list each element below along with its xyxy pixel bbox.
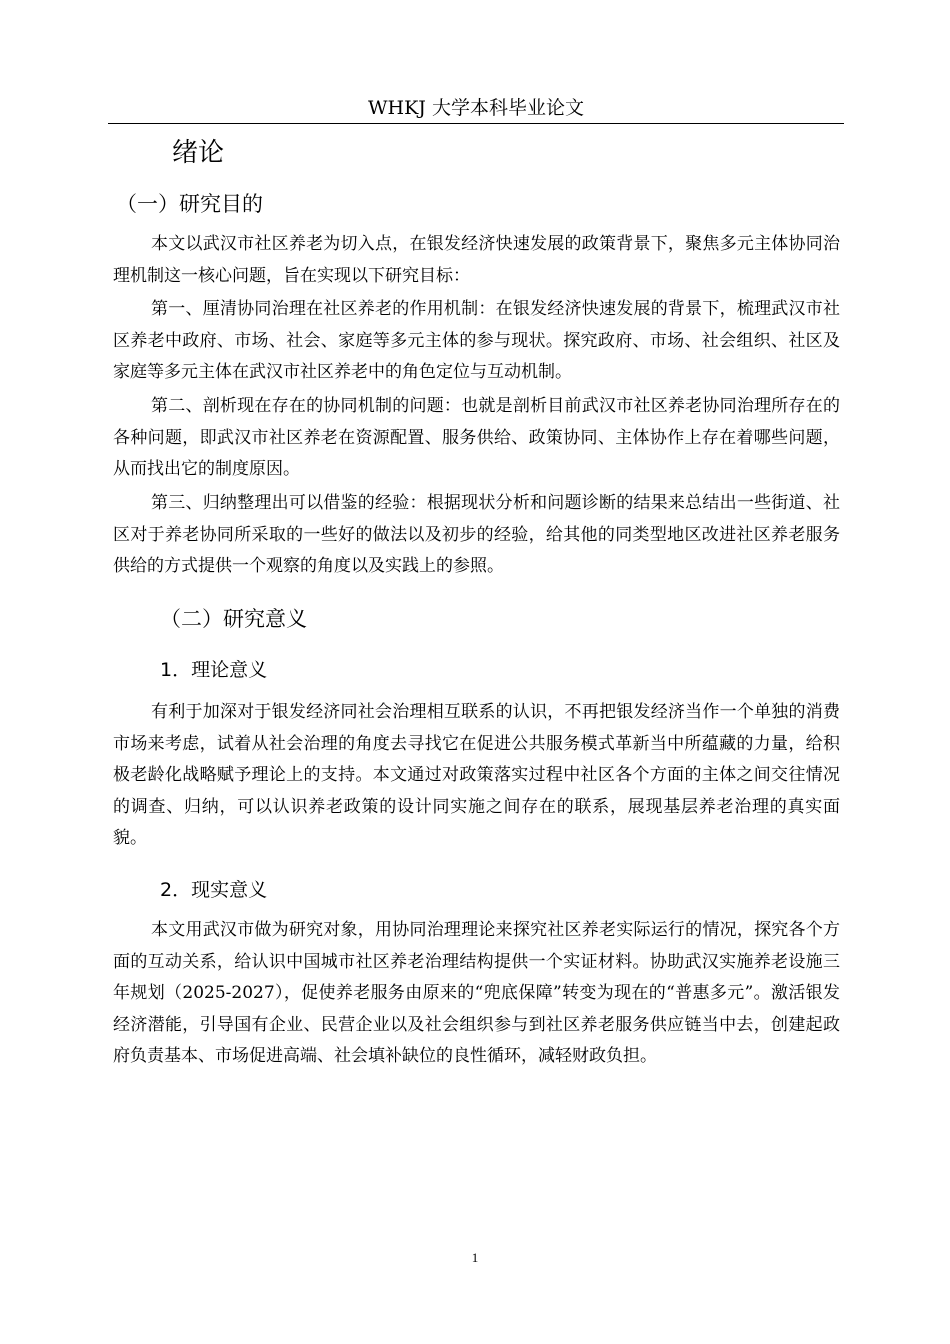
paragraph: 第三、归纳整理出可以借鉴的经验：根据现状分析和问题诊断的结果来总结出一些街道、社区对于养老协同所采取的一些好的做法以及初步的经验，给其他的同类型地区改进社区养老服务供给的方式提供一个观察的角度以及实践上的参照。 — [113, 493, 840, 576]
paragraph: 有利于加深对于银发经济同社会治理相互联系的认识，不再把银发经济当作一个单独的消费市场来考虑，试着从社会治理的角度去寻找它在促进公共服务模式革新当中所蕴藏的力量，给积极老龄化战略赋予理论上的支持。本文通过对政策落实过程中社区各个方面的主体之间交往情况的调查、归纳，可以认识养老政策的设计同实施之间存在的联系，展现基层养老治理的真实面貌。 — [113, 702, 840, 848]
paragraph: 第二、剖析现在存在的协同机制的问题：也就是剖析目前武汉市社区养老协同治理所存在的各种问题，即武汉市社区养老在资源配置、服务供给、政策协同、主体协作上存在着哪些问题，从而找出它的制度原因。 — [113, 396, 840, 479]
section-heading-significance: （二）研究意义 — [160, 607, 307, 631]
chapter-title: 绪论 — [172, 138, 225, 168]
section-heading-purpose: （一）研究目的 — [116, 192, 263, 216]
header-rule — [108, 123, 844, 124]
paragraph: 第一、厘清协同治理在社区养老的作用机制：在银发经济快速发展的背景下，梳理武汉市社区养老中政府、市场、社会、家庭等多元主体的参与现状。探究政府、市场、社会组织、社区及家庭等多元主体在武汉市社区养老中的角色定位与互动机制。 — [113, 299, 840, 382]
subsection-heading-practice: 2．现实意义 — [160, 879, 268, 901]
page-number: 1 — [471, 1250, 479, 1265]
paragraph: 本文用武汉市做为研究对象，用协同治理理论来探究社区养老实际运行的情况，探究各个方面的互动关系，给认识中国城市社区养老治理结构提供一个实证材料。协助武汉实施养老设施三年规划（2025-2027），促使养老服务由原来的“兜底保障”转变为现在的“普惠多元”。激活银发经济潜能，引导国有企业、民营企业以及社会组织参与到社区养老服务供应链当中去，创建起政府负责基本、市场促进高端、社会填补缺位的良性循环，减轻财政负担。 — [113, 920, 840, 1066]
page-header: WHKJ 大学本科毕业论文 — [368, 97, 584, 119]
paragraph: 本文以武汉市社区养老为切入点，在银发经济快速发展的政策背景下，聚焦多元主体协同治理机制这一核心问题，旨在实现以下研究目标： — [113, 234, 840, 286]
subsection-heading-theory: 1．理论意义 — [160, 659, 268, 681]
